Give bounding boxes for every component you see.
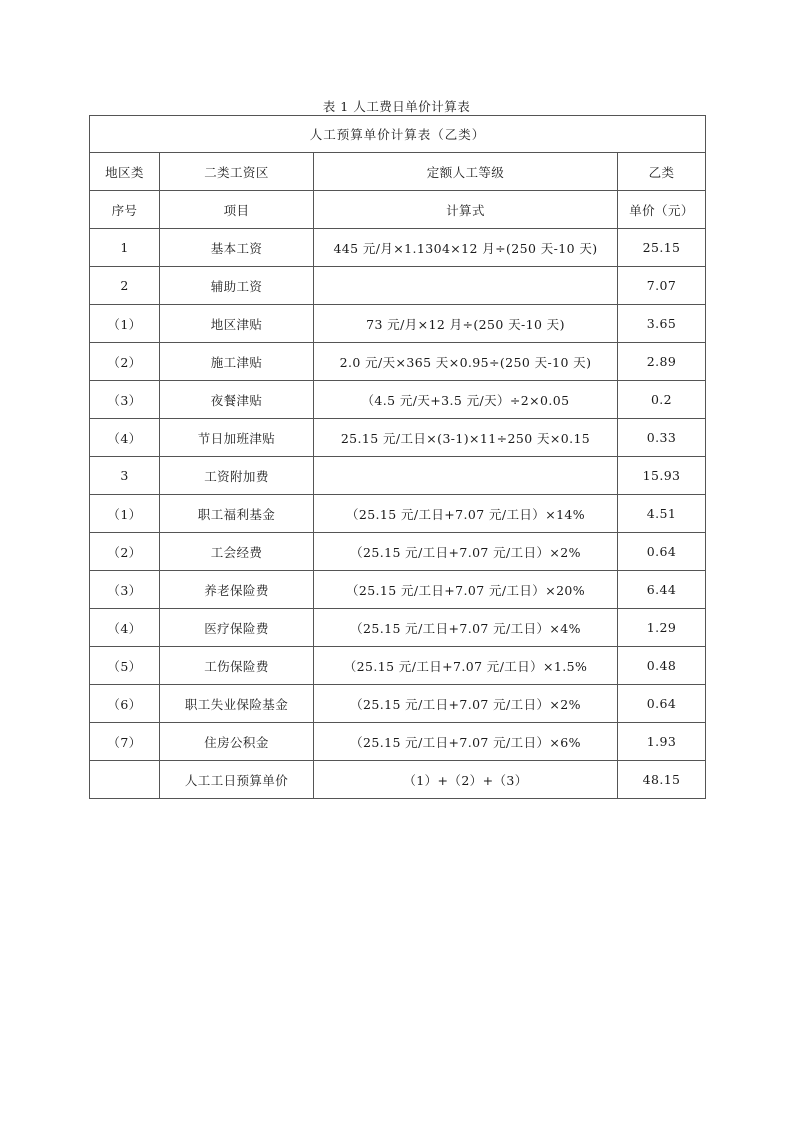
seq-cell: （3）: [90, 571, 160, 609]
grade-cell: 乙类: [618, 153, 706, 191]
table-row: [90, 647, 706, 685]
price-cell: 0.64: [618, 685, 706, 723]
table-row: [90, 381, 706, 419]
table-row: [90, 761, 706, 799]
formula-cell: （4.5 元/天+3.5 元/天）÷2×0.05: [314, 381, 618, 419]
item-cell: 工资附加费: [160, 457, 314, 495]
price-cell: 6.44: [618, 571, 706, 609]
price-cell: 1.29: [618, 609, 706, 647]
seq-cell: （1）: [90, 495, 160, 533]
price-cell: 1.93: [618, 723, 706, 761]
item-cell: 施工津贴: [160, 343, 314, 381]
seq-cell: 3: [90, 457, 160, 495]
formula-cell: [314, 457, 618, 495]
table-row: [90, 609, 706, 647]
item-header: 项目: [160, 191, 314, 229]
item-cell: 职工失业保险基金: [160, 685, 314, 723]
price-cell: 0.2: [618, 381, 706, 419]
table-row: [90, 229, 706, 267]
price-cell: 25.15: [618, 229, 706, 267]
seq-cell: [90, 761, 160, 799]
item-cell: 人工工日预算单价: [160, 761, 314, 799]
price-cell: 4.51: [618, 495, 706, 533]
price-cell: 2.89: [618, 343, 706, 381]
table-body: [90, 116, 706, 799]
table-caption-row: [90, 116, 706, 153]
item-cell: 夜餐津贴: [160, 381, 314, 419]
table-row: [90, 305, 706, 343]
price-cell: 0.64: [618, 533, 706, 571]
formula-cell: （25.15 元/工日+7.07 元/工日）×4%: [314, 609, 618, 647]
seq-cell: 1: [90, 229, 160, 267]
table-row: [90, 457, 706, 495]
seq-cell: （4）: [90, 609, 160, 647]
header-row-region: [90, 153, 706, 191]
seq-cell: （2）: [90, 343, 160, 381]
formula-header: 计算式: [314, 191, 618, 229]
item-cell: 医疗保险费: [160, 609, 314, 647]
formula-cell: （1）+（2）+（3）: [314, 761, 618, 799]
item-cell: 养老保险费: [160, 571, 314, 609]
formula-cell: 25.15 元/工日×(3-1)×11÷250 天×0.15: [314, 419, 618, 457]
wage-zone-cell: 二类工资区: [160, 153, 314, 191]
header-row-columns: [90, 191, 706, 229]
seq-cell: （3）: [90, 381, 160, 419]
table-row: [90, 419, 706, 457]
item-cell: 节日加班津贴: [160, 419, 314, 457]
formula-cell: [314, 267, 618, 305]
seq-cell: （7）: [90, 723, 160, 761]
seq-header: 序号: [90, 191, 160, 229]
unit-price-header: 单价（元）: [618, 191, 706, 229]
formula-cell: 445 元/月×1.1304×12 月÷(250 天-10 天): [314, 229, 618, 267]
formula-cell: （25.15 元/工日+7.07 元/工日）×14%: [314, 495, 618, 533]
table-row: [90, 343, 706, 381]
seq-cell: （5）: [90, 647, 160, 685]
item-cell: 职工福利基金: [160, 495, 314, 533]
item-cell: 工会经费: [160, 533, 314, 571]
formula-cell: （25.15 元/工日+7.07 元/工日）×20%: [314, 571, 618, 609]
formula-cell: （25.15 元/工日+7.07 元/工日）×6%: [314, 723, 618, 761]
table-row: [90, 571, 706, 609]
price-cell: 48.15: [618, 761, 706, 799]
item-cell: 工伤保险费: [160, 647, 314, 685]
formula-cell: （25.15 元/工日+7.07 元/工日）×1.5%: [314, 647, 618, 685]
price-cell: 3.65: [618, 305, 706, 343]
labor-unit-price-table: [89, 115, 706, 799]
table-row: [90, 685, 706, 723]
page-title: 表 1 人工费日单价计算表: [322, 99, 471, 114]
item-cell: 基本工资: [160, 229, 314, 267]
price-cell: 0.48: [618, 647, 706, 685]
table-row: [90, 723, 706, 761]
seq-cell: （6）: [90, 685, 160, 723]
seq-cell: （4）: [90, 419, 160, 457]
table-row: [90, 495, 706, 533]
item-cell: 住房公积金: [160, 723, 314, 761]
formula-cell: 2.0 元/天×365 天×0.95÷(250 天-10 天): [314, 343, 618, 381]
price-cell: 15.93: [618, 457, 706, 495]
seq-cell: 2: [90, 267, 160, 305]
formula-cell: （25.15 元/工日+7.07 元/工日）×2%: [314, 533, 618, 571]
region-class-label: 地区类: [90, 153, 160, 191]
formula-cell: （25.15 元/工日+7.07 元/工日）×2%: [314, 685, 618, 723]
table-row: [90, 533, 706, 571]
seq-cell: （2）: [90, 533, 160, 571]
price-cell: 7.07: [618, 267, 706, 305]
table-caption: 人工预算单价计算表（乙类）: [90, 116, 706, 153]
price-cell: 0.33: [618, 419, 706, 457]
item-cell: 辅助工资: [160, 267, 314, 305]
seq-cell: （1）: [90, 305, 160, 343]
table-row: [90, 267, 706, 305]
formula-cell: 73 元/月×12 月÷(250 天-10 天): [314, 305, 618, 343]
item-cell: 地区津贴: [160, 305, 314, 343]
quota-level-label: 定额人工等级: [314, 153, 618, 191]
